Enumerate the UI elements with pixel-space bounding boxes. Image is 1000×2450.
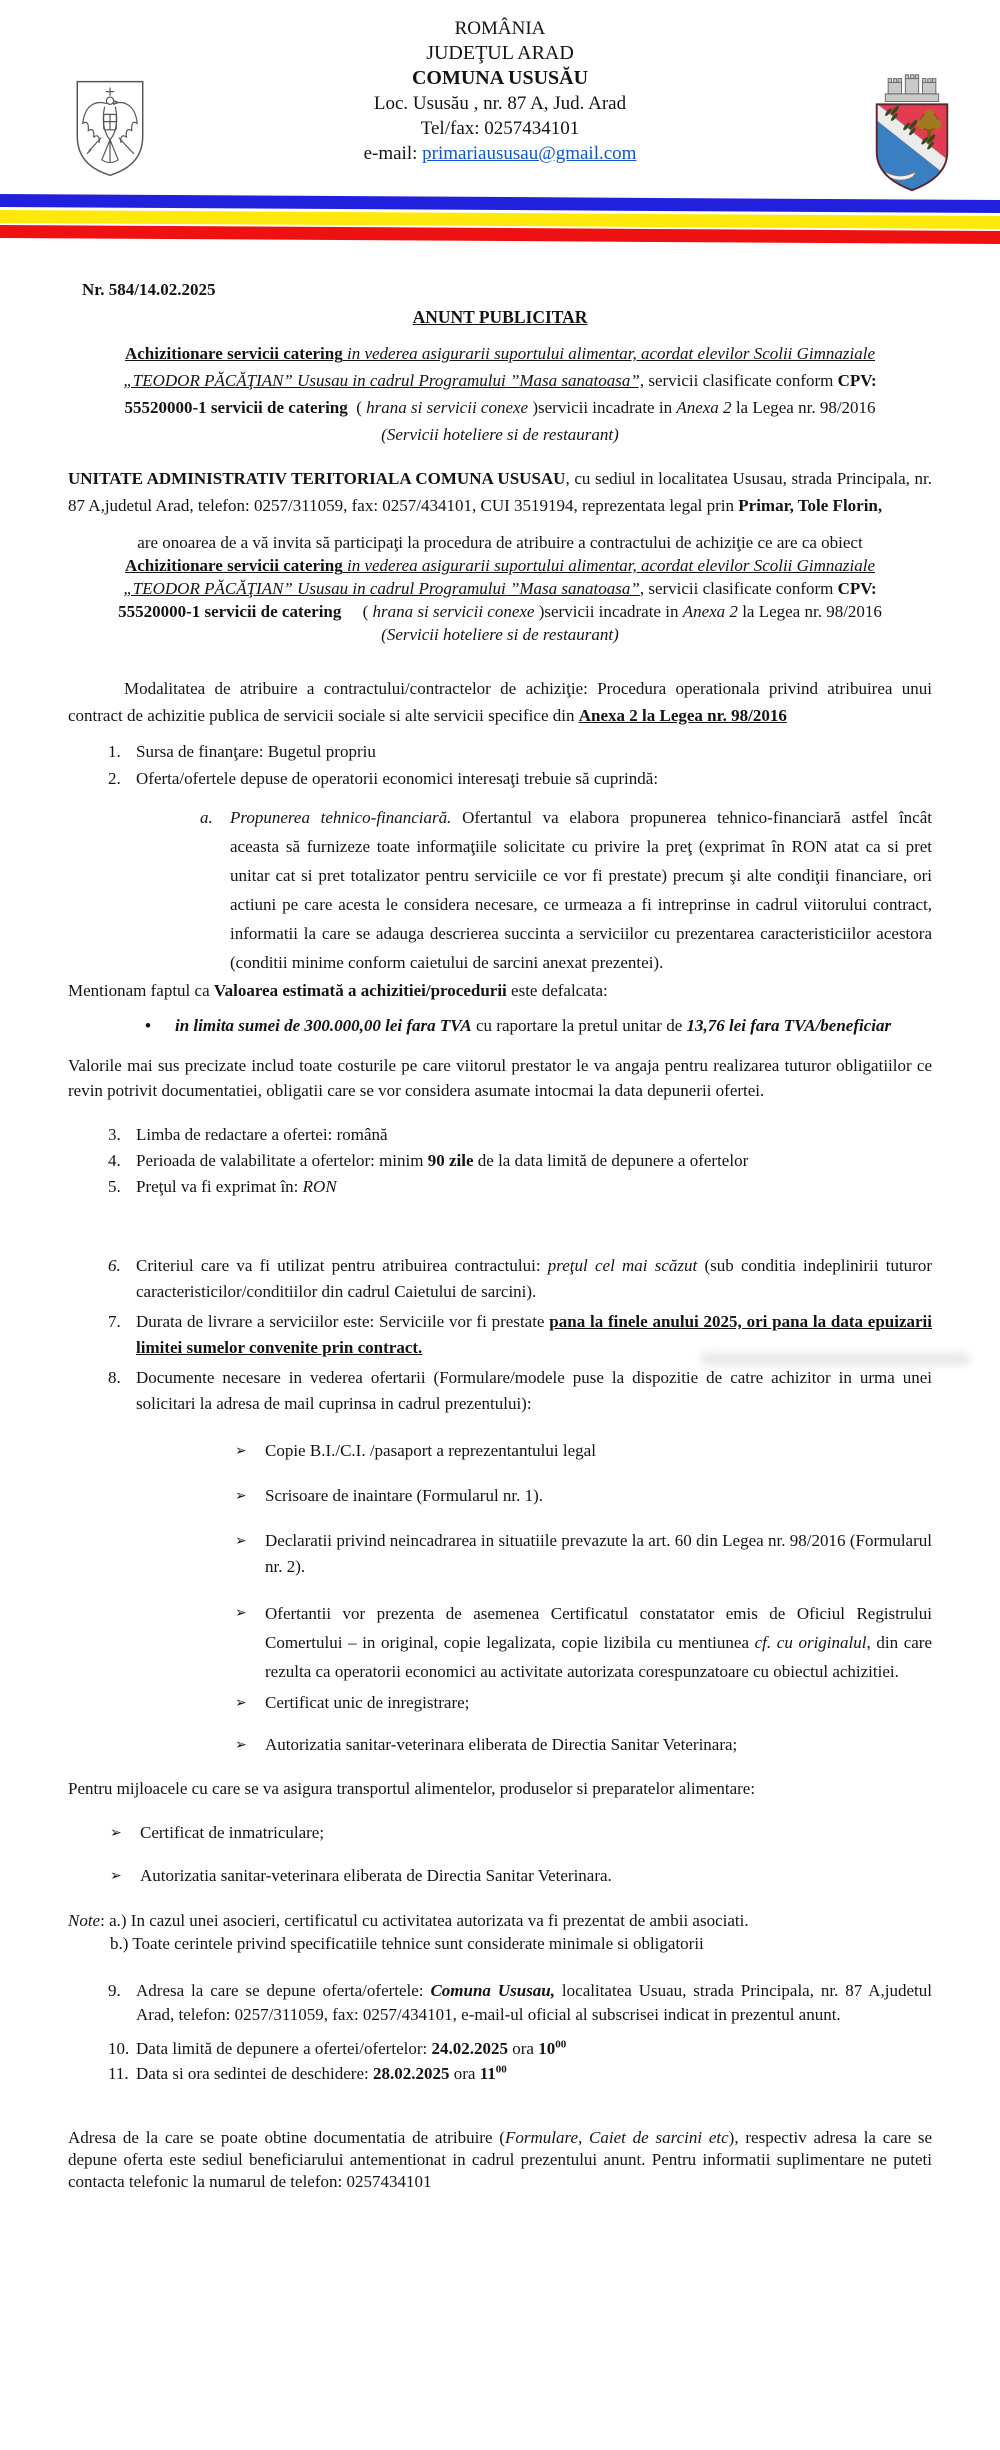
- note-line-1: Note: a.) In cazul unei asocieri, certificatul cu activitatea autorizata va fi prezentat de ambii asociati.: [68, 1911, 749, 1930]
- list-item-text: Data si ora sedintei de deschidere: 28.02.2025 ora $11^{00}$: [136, 2063, 507, 2083]
- document-body: [68, 268, 932, 2193]
- list-item-8: [68, 1365, 932, 1417]
- arrow-icon: ➢: [110, 1825, 122, 1841]
- required-doc-item: [68, 1690, 932, 1716]
- transport-intro-paragraph: Pentru mijloacele cu care se va asigura transportul alimentelor, produselor si preparatelor alimentare:: [68, 1779, 756, 1798]
- subject-paragraph: Achizitionare servicii catering in vederea asigurarii suportului alimentar, acordat elevilor Scolii Gimnaziale „TEODOR PĂCĂŢIAN” Ususau in cadrul Programului ”Masa sanatoasa”, servicii clasificate conform CPV: 55520000-1 servicii de catering ( hrana si servicii conexe )servicii incadrate in Anexa 2 la Legea nr. 98/2016 (Servicii hoteliere si de restaurant): [123, 344, 877, 444]
- commune-name: COMUNA USUSĂU: [411, 67, 589, 89]
- list-item-9: [68, 1979, 932, 2027]
- arrow-icon: ➢: [235, 1488, 247, 1504]
- list-item-1: [68, 738, 932, 765]
- required-doc-item: [68, 1483, 932, 1509]
- list-item-number: 11.: [108, 2064, 129, 2083]
- county-name: JUDEŢUL ARAD: [426, 42, 574, 64]
- arrow-icon: ➢: [235, 1737, 247, 1753]
- transport-doc-item: [68, 1864, 932, 1888]
- sub-item-a: [68, 803, 932, 977]
- required-doc-item: [68, 1732, 932, 1758]
- list-item-text: Propunerea tehnico-financiară. Ofertantul va elabora propunerea tehnico-financiară astfel încât aceasta să furnizeze toate informaţiile solicitate cu privire la preţ (exprimat în RON atat ca si pret unitar cat si pret totalizator pentru serviciile ce vor fi prestate) precum şi alte condiţii financiare, ori actiuni pe care acesta le considera necesare, ce urmeaza a fi intreprinse in cadrul viitorului contract, informatii la care se adauga descrierea succinta a serviciilor cu prezentarea caracteristiciilor acestora (conditii minime conform caietului de sarcini anexat prezentei).: [230, 808, 932, 972]
- list-item-7: [68, 1309, 932, 1361]
- list-item-number: 10.: [108, 2039, 130, 2058]
- list-item-number: a.: [200, 808, 213, 827]
- estimate-bullet: [68, 1011, 932, 1040]
- arrow-icon: ➢: [235, 1443, 247, 1459]
- country-name: ROMÂNIA: [454, 18, 546, 39]
- list-item-10: [68, 2036, 932, 2061]
- required-doc-text: Certificat unic de inregistrare;: [265, 1693, 470, 1712]
- list-item-number: 6.: [108, 1256, 121, 1275]
- list-item-number: 8.: [108, 1368, 121, 1387]
- arrow-icon: ➢: [235, 1605, 247, 1621]
- list-item-number: 9.: [108, 1981, 121, 2000]
- required-doc-text: Copie B.I./C.I. /pasaport a reprezentantului legal: [265, 1441, 596, 1460]
- list-item-4: [68, 1148, 932, 1174]
- list-item-number: 3.: [108, 1125, 121, 1144]
- document-title: ANUNT PUBLICITAR: [412, 307, 588, 327]
- required-doc-text: Ofertantii vor prezenta de asemenea Certificatul constatator emis de Oficiul Registrului Comertului – in original, copie legalizata, copie lizibila cu mentiunea cf. cu originalul, din care rezulta ca operatorii economici au activitate autorizata corespunzatoare cu obiectul achizitiei.: [265, 1604, 933, 1681]
- document-number: Nr. 584/14.02.2025: [82, 280, 216, 299]
- arrow-icon: ➢: [235, 1695, 247, 1711]
- list-item-number: 7.: [108, 1312, 121, 1331]
- transport-doc-item: [68, 1821, 932, 1845]
- list-item-text: Sursa de finanţare: Bugetul propriu: [136, 742, 376, 761]
- mural-crown-icon: [885, 75, 938, 102]
- list-item-text: Adresa la care se depune oferta/ofertele: Comuna Ususau, localitatea Usuau, strada Principala, nr. 87 A,judetul Arad, telefon: 0257/311059, fax: 0257/434101, e-mail-ul oficial al subscrisei indicat in prezentul anunt.: [136, 1981, 932, 2024]
- arrow-icon: ➢: [235, 1533, 247, 1549]
- address-line: Loc. Ususău , nr. 87 A, Jud. Arad: [373, 93, 627, 114]
- list-item-number: 5.: [108, 1177, 121, 1196]
- list-item-2: [68, 765, 932, 792]
- list-item-text: Durata de livrare a serviciilor este: Serviciile vor fi prestate pana la finele anului 2025, ori pana la data epuizarii limitei sumelor convenite prin contract.: [136, 1312, 933, 1357]
- list-item-number: 2.: [108, 769, 121, 788]
- list-item-text: Data limită de depunere a ofertei/ofertelor: 24.02.2025 ora $10^{00}$: [136, 2038, 567, 2058]
- list-item-11: [68, 2061, 932, 2086]
- list-item-text: Limba de redactare a ofertei: română: [136, 1125, 388, 1144]
- list-item-5: [68, 1174, 932, 1200]
- required-doc-text: Autorizatia sanitar-veterinara eliberata de Directia Sanitar Veterinara;: [265, 1735, 738, 1754]
- required-doc-item: [68, 1438, 932, 1464]
- email-line: [230, 141, 770, 166]
- required-doc-text: Scrisoare de inaintare (Formularul nr. 1).: [265, 1486, 544, 1505]
- arrow-icon: ➢: [110, 1868, 122, 1884]
- list-item-6: [68, 1253, 932, 1305]
- required-doc-item: [68, 1528, 932, 1580]
- list-item-number: 4.: [108, 1151, 121, 1170]
- required-doc-text: Declaratii privind neincadrarea in situatiile prevazute la art. 60 din Legea nr. 98/2016 (Formularul nr. 2).: [265, 1531, 932, 1576]
- list-item-text: Criteriul care va fi utilizat pentru atribuirea contractului: preţul cel mai scăzut (sub conditia indeplinirii tuturor caracteristicilor/conditiilor din cadrul Caietului de sarcini).: [136, 1256, 932, 1301]
- list-item-text: Perioada de valabilitate a ofertelor: minim 90 zile de la data limită de depunere a ofertelor: [136, 1151, 749, 1170]
- romania-coat-of-arms-icon: [72, 78, 148, 178]
- email-label: e-mail:: [363, 143, 423, 164]
- invitation-paragraph: are onoarea de a vă invita să participaţi la procedura de atribuire a contractului de achiziţie ce are ca obiect Achizitionare servicii catering in vederea asigurarii suportului alimentar, acordat elevilor Scolii Gimnaziale „TEODOR PĂCĂŢIAN” Ususau in cadrul Programului ”Masa sanatoasa”, servicii clasificate conform CPV: 55520000-1 servicii de catering ( hrana si servicii conexe )servicii incadrate in Anexa 2 la Legea nr. 98/2016 (Servicii hoteliere si de restaurant): [118, 533, 882, 644]
- list-item-text: Oferta/ofertele depuse de operatorii economici interesaţi trebuie să cuprindă:: [136, 769, 659, 788]
- list-item-text: Preţul va fi exprimat în: RON: [136, 1177, 337, 1196]
- list-item-number: 1.: [108, 742, 121, 761]
- note-line-2: b.) Toate cerintele privind specificatiile tehnice sunt considerate minimale si obligatorii: [110, 1934, 704, 1953]
- bullet-text: in limita sumei de 300.000,00 lei fara TVA cu raportare la pretul unitar de 13,76 lei fara TVA/beneficiar: [175, 1016, 892, 1035]
- closing-paragraph: Adresa de la care se poate obtine documentatia de atribuire (Formulare, Caiet de sarcini etc), respectiv adresa la care se depune oferta este sediul beneficiarului antementionat in cadrul prezentului anunt. Pentru informatii suplimentare ne puteti contacta telefonic la numarul de telefon: 0257434101: [68, 2128, 933, 2191]
- ususau-coat-of-arms-icon: [868, 70, 956, 194]
- mention-paragraph: Mentionam faptul ca Valoarea estimată a achizitiei/procedurii este defalcata:: [68, 981, 608, 1000]
- list-item-text: Documente necesare in vederea ofertarii (Formulare/modele puse la dispozitie de catre achizitor in urma unei solicitari la adresa de mail cuprinsa in cadrul prezentului):: [136, 1368, 932, 1413]
- email-link[interactable]: primariaususau@gmail.com: [422, 143, 637, 164]
- entity-paragraph: UNITATE ADMINISTRATIV TERITORIALA COMUNA USUSAU, cu sediul in localitatea Ususau, strada Principala, nr. 87 A,judetul Arad, telefon: 0257/311059, fax: 0257/434101, CUI 3519194, reprezentata legal prin Primar, Tole Florin,: [68, 469, 932, 515]
- required-doc-item: [68, 1599, 932, 1686]
- bullet-icon: •: [145, 1016, 151, 1035]
- modality-paragraph: Modalitatea de atribuire a contractului/contractelor de achiziţie: Procedura operationala privind atribuirea unui contract de achizitie publica de servicii sociale si alte servicii specifice din Anexa 2 la Legea nr. 98/2016: [68, 679, 932, 725]
- transport-doc-text: Autorizatia sanitar-veterinara eliberata de Directia Sanitar Veterinara.: [140, 1866, 612, 1885]
- tricolor-divider: [0, 194, 1000, 247]
- values-paragraph: Valorile mai sus precizate includ toate costurile pe care viitorul prestator le va angaja pentru realizarea tuturor obligatiilor ce revin potrivit documentatiei, obligatii care se vor considera asumate intocmai la data depunerii ofertei.: [68, 1056, 932, 1100]
- list-item-3: [68, 1122, 932, 1148]
- transport-doc-text: Certificat de inmatriculare;: [140, 1823, 325, 1842]
- flag-stripe-red: [0, 225, 1000, 244]
- letterhead: [230, 16, 770, 166]
- telfax-line: Tel/fax: 0257434101: [420, 118, 580, 139]
